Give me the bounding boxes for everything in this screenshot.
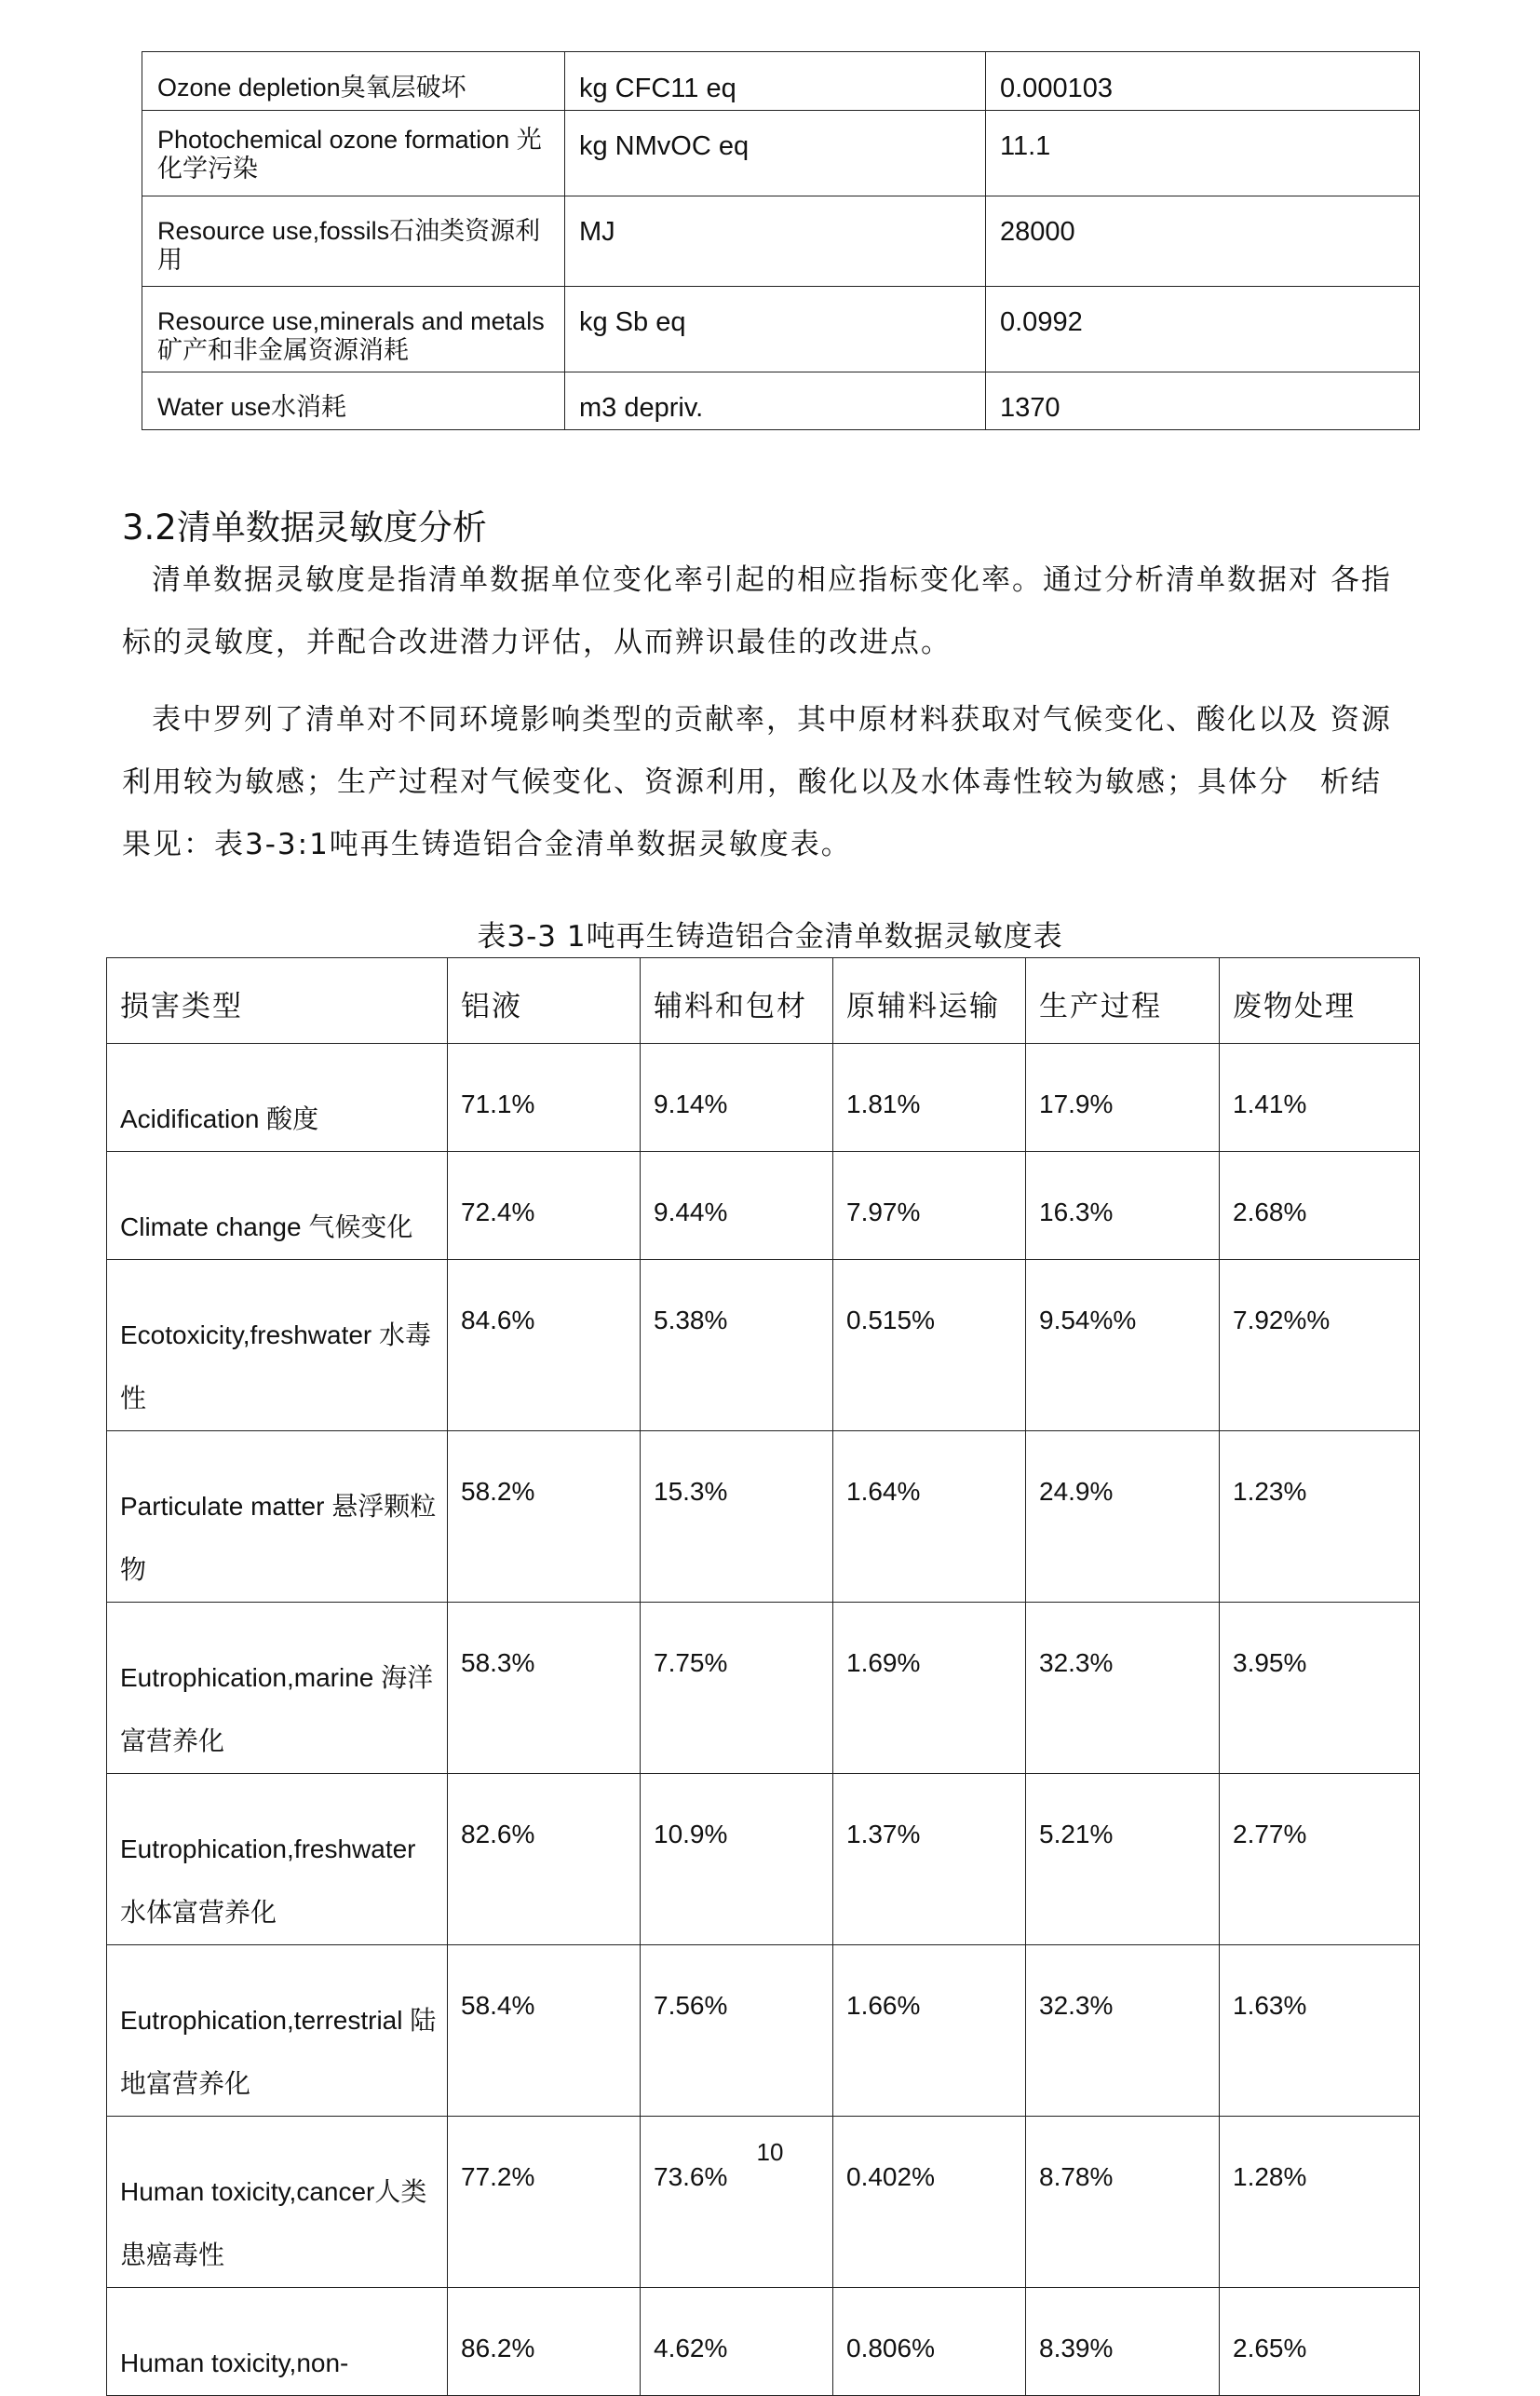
damage-type-cell: Eutrophication,marine 海洋富营养化 — [107, 1603, 448, 1774]
sensitivity-table — [106, 957, 1420, 2396]
value-cell: 5.38% — [641, 1260, 833, 1431]
table-row — [107, 1260, 1420, 1431]
value-cell: 17.9% — [1026, 1044, 1220, 1152]
value-cell: 7.56% — [641, 1945, 833, 2117]
value-cell: 1.64% — [833, 1431, 1026, 1603]
value-cell: 9.44% — [641, 1152, 833, 1260]
damage-type-cell: Acidification 酸度 — [107, 1044, 448, 1152]
value-cell: 0.806% — [833, 2288, 1026, 2396]
value-cell: 58.2% — [448, 1431, 641, 1603]
value-cell: 24.9% — [1026, 1431, 1220, 1603]
value-cell: 82.6% — [448, 1774, 641, 1945]
value-cell: 1.81% — [833, 1044, 1026, 1152]
value-cell: 10.9% — [641, 1774, 833, 1945]
value-cell: 9.54%% — [1026, 1260, 1220, 1431]
damage-type-cell: Climate change 气候变化 — [107, 1152, 448, 1260]
value-cell: 86.2% — [448, 2288, 641, 2396]
value-cell: 9.14% — [641, 1044, 833, 1152]
page-number: 10 — [756, 2138, 784, 2166]
damage-type-cell: Eutrophication,terrestrial 陆地富营养化 — [107, 1945, 448, 2117]
table-row — [142, 372, 1420, 430]
value-cell: 2.68% — [1220, 1152, 1420, 1260]
unit-cell: MJ — [565, 196, 986, 287]
value-cell: 32.3% — [1026, 1945, 1220, 2117]
value-cell: 32.3% — [1026, 1603, 1220, 1774]
table-row — [107, 1945, 1420, 2117]
value-cell: 2.77% — [1220, 1774, 1420, 1945]
table-row — [107, 2288, 1420, 2396]
unit-cell: kg Sb eq — [565, 287, 986, 372]
unit-cell: kg NMvOC eq — [565, 111, 986, 196]
value-cell: 7.97% — [833, 1152, 1026, 1260]
damage-type-cell: Eutrophication,freshwater 水体富营养化 — [107, 1774, 448, 1945]
value-cell: 1.28% — [1220, 2117, 1420, 2288]
value-cell: 8.39% — [1026, 2288, 1220, 2396]
value-cell: 2.65% — [1220, 2288, 1420, 2396]
value-cell: 1.23% — [1220, 1431, 1420, 1603]
header-cell: 损害类型 — [107, 958, 448, 1044]
value-cell: 1.69% — [833, 1603, 1026, 1774]
value-cell: 58.4% — [448, 1945, 641, 2117]
table-row — [142, 196, 1420, 287]
unit-cell: m3 depriv. — [565, 372, 986, 430]
impact-category-cell: Resource use,fossils石油类资源利用 — [142, 196, 565, 287]
table-row — [107, 1044, 1420, 1152]
impact-results-table — [142, 51, 1420, 430]
header-cell: 废物处理 — [1220, 958, 1420, 1044]
table-row — [142, 111, 1420, 196]
impact-category-cell: Resource use,minerals and metals矿产和非金属资源消耗 — [142, 287, 565, 372]
table-header-row — [107, 958, 1420, 1044]
value-cell: 1.41% — [1220, 1044, 1420, 1152]
value-cell: 1.63% — [1220, 1945, 1420, 2117]
value-cell: 1370 — [986, 372, 1420, 430]
value-cell: 0.402% — [833, 2117, 1026, 2288]
value-cell: 5.21% — [1026, 1774, 1220, 1945]
value-cell: 4.62% — [641, 2288, 833, 2396]
value-cell: 1.37% — [833, 1774, 1026, 1945]
header-cell: 铝液 — [448, 958, 641, 1044]
value-cell: 15.3% — [641, 1431, 833, 1603]
impact-category-cell: Photochemical ozone formation 光化学污染 — [142, 111, 565, 196]
table-caption: 表3-3 1吨再生铸造铝合金清单数据灵敏度表 — [477, 920, 1063, 954]
table-row — [107, 1603, 1420, 1774]
value-cell: 7.75% — [641, 1603, 833, 1774]
impact-category-cell: Water use水消耗 — [142, 372, 565, 430]
damage-type-cell: Human toxicity,cancer人类患癌毒性 — [107, 2117, 448, 2288]
value-cell: 84.6% — [448, 1260, 641, 1431]
table-row — [107, 1431, 1420, 1603]
damage-type-cell: Ecotoxicity,freshwater 水毒性 — [107, 1260, 448, 1431]
table-row — [107, 1774, 1420, 1945]
value-cell: 73.6% — [641, 2117, 833, 2288]
section-heading: 3.2清单数据灵敏度分析 — [122, 508, 487, 548]
damage-type-cell: Particulate matter 悬浮颗粒物 — [107, 1431, 448, 1603]
value-cell: 0.000103 — [986, 52, 1420, 111]
value-cell: 72.4% — [448, 1152, 641, 1260]
header-cell: 生产过程 — [1026, 958, 1220, 1044]
table-row — [142, 287, 1420, 372]
value-cell: 0.0992 — [986, 287, 1420, 372]
value-cell: 7.92%% — [1220, 1260, 1420, 1431]
value-cell: 16.3% — [1026, 1152, 1220, 1260]
value-cell: 8.78% — [1026, 2117, 1220, 2288]
impact-category-cell: Ozone depletion臭氧层破坏 — [142, 52, 565, 111]
value-cell: 0.515% — [833, 1260, 1026, 1431]
table-row — [142, 52, 1420, 111]
value-cell: 11.1 — [986, 111, 1420, 196]
header-cell: 辅料和包材 — [641, 958, 833, 1044]
value-cell: 1.66% — [833, 1945, 1026, 2117]
damage-type-cell: Human toxicity,non- — [107, 2288, 448, 2396]
unit-cell: kg CFC11 eq — [565, 52, 986, 111]
value-cell: 71.1% — [448, 1044, 641, 1152]
value-cell: 77.2% — [448, 2117, 641, 2288]
value-cell: 28000 — [986, 196, 1420, 287]
value-cell: 58.3% — [448, 1603, 641, 1774]
paragraph: 清单数据灵敏度是指清单数据单位变化率引起的相应指标变化率。通过分析清单数据对 各指标的灵敏度，并配合改进潜力评估，从而辨识最佳的改进点。 — [122, 563, 1392, 659]
value-cell: 3.95% — [1220, 1603, 1420, 1774]
header-cell: 原辅料运输 — [833, 958, 1026, 1044]
paragraph: 表中罗列了清单对不同环境影响类型的贡献率，其中原材料获取对气候变化、酸化以及 资源利用较为敏感；生产过程对气候变化、资源利用，酸化以及水体毒性较为敏感；具体分 析结果见：表3-3:1吨再生铸造铝合金清单数据灵敏度表。 — [122, 703, 1392, 861]
table-row — [107, 1152, 1420, 1260]
